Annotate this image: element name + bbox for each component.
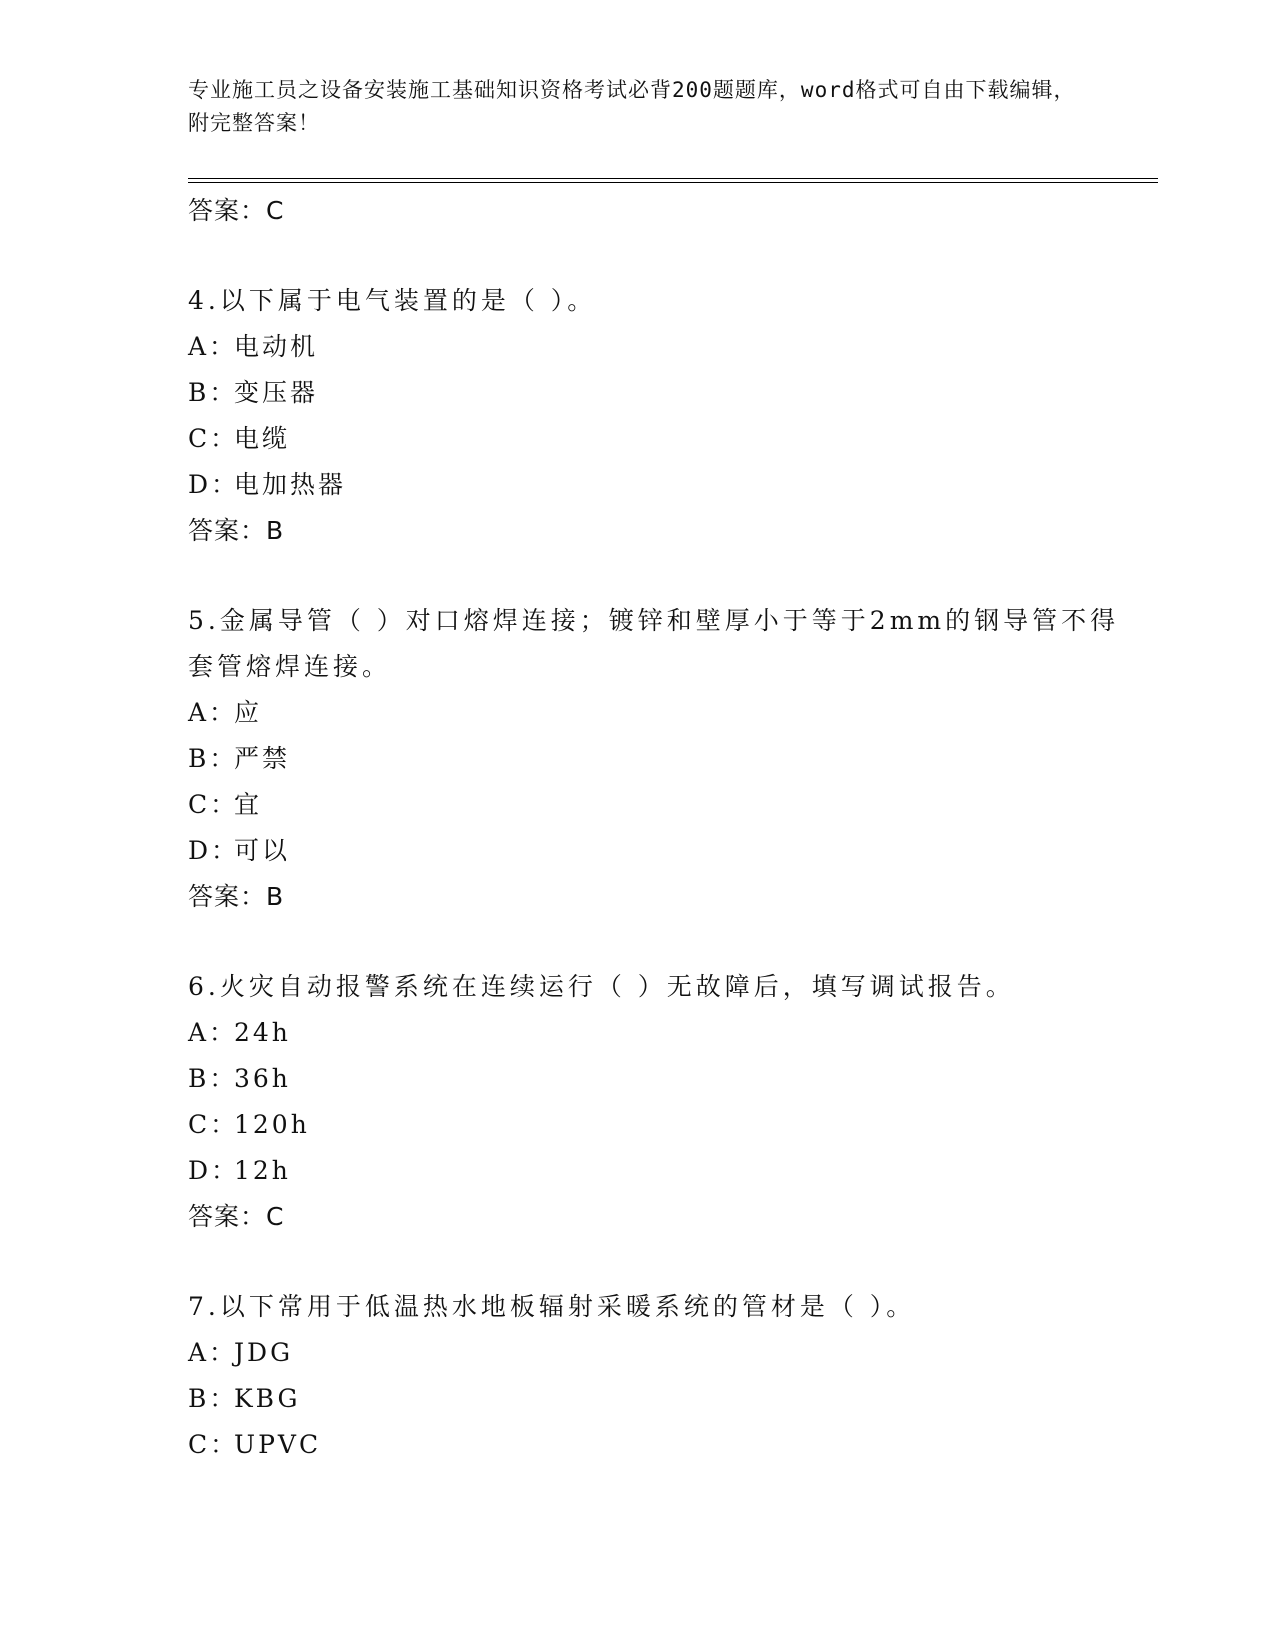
previous-answer: 答案：C bbox=[188, 196, 285, 225]
option-key: B： bbox=[188, 744, 238, 773]
option-d bbox=[188, 462, 1148, 508]
option-a bbox=[188, 690, 1148, 736]
spacer bbox=[188, 920, 1148, 964]
option-key: C： bbox=[188, 1430, 239, 1459]
option-text: 变压器 bbox=[234, 378, 319, 407]
question-7 bbox=[188, 1284, 1148, 1468]
option-c bbox=[188, 416, 1148, 462]
option-key: D： bbox=[188, 1156, 240, 1185]
question-4 bbox=[188, 278, 1148, 554]
option-key: A： bbox=[188, 1018, 238, 1047]
option-text: 严禁 bbox=[234, 744, 291, 773]
option-text: 24h bbox=[234, 1018, 291, 1047]
question-list bbox=[188, 188, 1148, 1468]
question-5 bbox=[188, 598, 1148, 920]
option-text: 电动机 bbox=[234, 332, 319, 361]
option-a bbox=[188, 324, 1148, 370]
option-key: B： bbox=[188, 1384, 238, 1413]
option-key: A： bbox=[188, 698, 238, 727]
option-key: D： bbox=[188, 836, 240, 865]
page-header: 专业施工员之设备安装施工基础知识资格考试必背200题题库，word格式可自由下载编辑，附完整答案！ bbox=[188, 78, 1076, 135]
answer: 答案：B bbox=[188, 882, 285, 911]
option-key: B： bbox=[188, 1064, 238, 1093]
option-key: A： bbox=[188, 1338, 238, 1367]
question-6 bbox=[188, 964, 1148, 1240]
option-c bbox=[188, 1422, 1148, 1468]
answer: 答案：C bbox=[188, 1202, 285, 1231]
option-text: KBG bbox=[234, 1384, 301, 1413]
option-key: C： bbox=[188, 790, 239, 819]
option-key: C： bbox=[188, 1110, 239, 1139]
option-a bbox=[188, 1010, 1148, 1056]
option-text: JDG bbox=[234, 1338, 294, 1367]
option-text: UPVC bbox=[234, 1430, 322, 1459]
option-text: 电加热器 bbox=[234, 470, 347, 499]
option-text: 宜 bbox=[234, 790, 263, 819]
question-text: 7.以下常用于低温热水地板辐射采暖系统的管材是（ ）。 bbox=[188, 1292, 916, 1321]
option-key: B： bbox=[188, 378, 238, 407]
question-text: 4.以下属于电气装置的是（ ）。 bbox=[188, 286, 597, 315]
option-text: 应 bbox=[234, 698, 263, 727]
option-key: C： bbox=[188, 424, 239, 453]
option-text: 可以 bbox=[234, 836, 291, 865]
option-c bbox=[188, 1102, 1148, 1148]
option-a bbox=[188, 1330, 1148, 1376]
question-text: 5.金属导管（ ）对口熔焊连接；镀锌和壁厚小于等于2mm的钢导管不得套管熔焊连接。 bbox=[188, 606, 1120, 681]
header-divider bbox=[188, 178, 1158, 183]
option-b bbox=[188, 1376, 1148, 1422]
option-c bbox=[188, 782, 1148, 828]
question-text: 6.火灾自动报警系统在连续运行（ ）无故障后，填写调试报告。 bbox=[188, 972, 1015, 1001]
option-d bbox=[188, 1148, 1148, 1194]
spacer bbox=[188, 234, 1148, 278]
option-text: 120h bbox=[234, 1110, 310, 1139]
spacer bbox=[188, 554, 1148, 598]
option-key: D： bbox=[188, 470, 240, 499]
option-key: A： bbox=[188, 332, 238, 361]
option-text: 电缆 bbox=[234, 424, 291, 453]
option-b bbox=[188, 370, 1148, 416]
option-d bbox=[188, 828, 1148, 874]
option-b bbox=[188, 1056, 1148, 1102]
answer: 答案：B bbox=[188, 516, 285, 545]
spacer bbox=[188, 1240, 1148, 1284]
option-b bbox=[188, 736, 1148, 782]
option-text: 36h bbox=[234, 1064, 291, 1093]
option-text: 12h bbox=[234, 1156, 291, 1185]
